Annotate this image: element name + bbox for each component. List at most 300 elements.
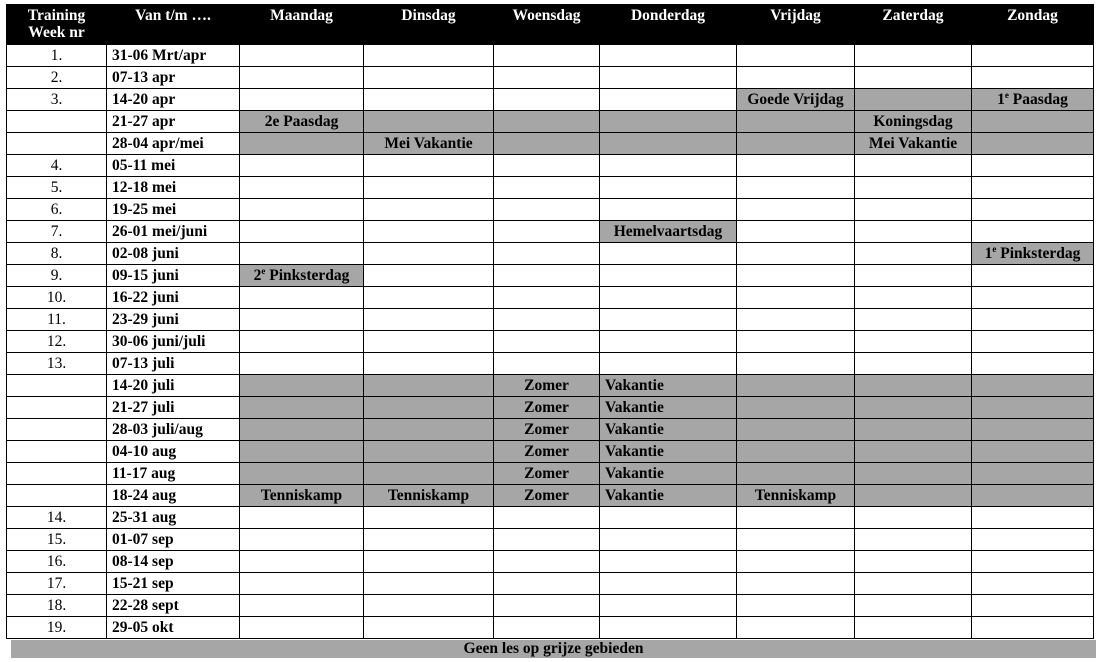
header-label: Maandag [270, 7, 333, 24]
day-cell-saturday [855, 67, 972, 89]
day-cell-monday [240, 67, 364, 89]
week-number-cell: 4. [7, 155, 107, 177]
day-cell-wednesday [494, 485, 600, 507]
day-cell-monday [240, 111, 364, 133]
day-cell-tuesday [364, 551, 494, 573]
day-cell-wednesday [494, 507, 600, 529]
day-cell-monday [240, 221, 364, 243]
day-cell-saturday [855, 133, 972, 155]
day-cell-monday [240, 463, 364, 485]
week-number-cell [7, 441, 107, 463]
table-row [7, 111, 1094, 133]
header-cell-week [7, 4, 107, 45]
day-cell-friday [737, 287, 855, 309]
day-cell-friday [737, 617, 855, 639]
day-cell-wednesday [494, 595, 600, 617]
day-event-label: Vakantie [605, 465, 664, 482]
day-cell-monday [240, 287, 364, 309]
day-cell-wednesday [494, 353, 600, 375]
day-event-label: Zomer [524, 465, 569, 482]
week-number-cell: 6. [7, 199, 107, 221]
schedule-body [7, 45, 1094, 639]
day-cell-saturday [855, 243, 972, 265]
day-cell-wednesday [494, 111, 600, 133]
date-range-cell: 11-17 aug [107, 463, 240, 485]
day-event-label: Tenniskamp [387, 487, 470, 504]
day-cell-thursday [600, 287, 737, 309]
day-event-label: Zomer [524, 443, 569, 460]
day-cell-tuesday [364, 265, 494, 287]
day-cell-tuesday [364, 287, 494, 309]
day-cell-sunday [972, 133, 1094, 155]
day-cell-saturday [855, 507, 972, 529]
day-cell-thursday [600, 397, 737, 419]
day-cell-friday [737, 89, 855, 111]
day-cell-tuesday [364, 617, 494, 639]
day-cell-sunday [972, 67, 1094, 89]
day-cell-friday [737, 199, 855, 221]
day-cell-wednesday [494, 331, 600, 353]
day-event-label: 1 [984, 245, 993, 262]
day-event-label: Vakantie [605, 399, 664, 416]
day-cell-friday [737, 397, 855, 419]
date-range-cell: 22-28 sept [107, 595, 240, 617]
day-cell-friday [737, 551, 855, 573]
table-row [7, 331, 1094, 353]
day-cell-tuesday [364, 353, 494, 375]
day-cell-sunday [972, 595, 1094, 617]
day-event-label: Vakantie [605, 443, 664, 460]
day-cell-thursday [600, 573, 737, 595]
day-cell-sunday [972, 551, 1094, 573]
day-event-label: Zomer [524, 377, 569, 394]
day-cell-saturday [855, 441, 972, 463]
week-number-cell [7, 375, 107, 397]
day-cell-monday [240, 199, 364, 221]
day-cell-thursday [600, 67, 737, 89]
day-cell-sunday [972, 441, 1094, 463]
day-event-label: Pinksterdag [996, 245, 1081, 262]
day-cell-sunday [972, 507, 1094, 529]
day-cell-friday [737, 463, 855, 485]
ordinal-superscript: e [1004, 89, 1009, 100]
week-number-cell: 16. [7, 551, 107, 573]
day-cell-saturday [855, 177, 972, 199]
date-range-cell: 08-14 sep [107, 551, 240, 573]
day-cell-wednesday [494, 551, 600, 573]
day-cell-wednesday [494, 397, 600, 419]
day-cell-wednesday [494, 155, 600, 177]
day-cell-sunday [972, 419, 1094, 441]
day-cell-thursday [600, 243, 737, 265]
day-cell-thursday [600, 89, 737, 111]
day-cell-thursday [600, 221, 737, 243]
day-cell-sunday [972, 397, 1094, 419]
day-cell-friday [737, 595, 855, 617]
ordinal-superscript: e [992, 243, 997, 254]
header-cell-sunday [972, 4, 1094, 45]
day-cell-thursday [600, 265, 737, 287]
day-cell-wednesday [494, 441, 600, 463]
day-cell-thursday [600, 507, 737, 529]
day-event-label: Tenniskamp [754, 487, 837, 504]
day-cell-tuesday [364, 89, 494, 111]
day-cell-sunday [972, 199, 1094, 221]
table-row [7, 221, 1094, 243]
day-event-label: Hemelvaartsdag [613, 223, 723, 240]
date-range-cell: 05-11 mei [107, 155, 240, 177]
week-number-cell: 17. [7, 573, 107, 595]
day-cell-tuesday [364, 309, 494, 331]
day-cell-friday [737, 67, 855, 89]
day-cell-friday [737, 111, 855, 133]
table-row [7, 595, 1094, 617]
day-cell-saturday [855, 111, 972, 133]
day-cell-monday [240, 45, 364, 67]
table-row [7, 419, 1094, 441]
week-number-cell: 15. [7, 529, 107, 551]
day-cell-monday [240, 573, 364, 595]
day-cell-wednesday [494, 221, 600, 243]
day-cell-wednesday [494, 617, 600, 639]
day-cell-tuesday [364, 441, 494, 463]
week-number-cell [7, 419, 107, 441]
day-cell-thursday [600, 177, 737, 199]
day-event-label: 1 [997, 91, 1005, 108]
day-event-label: Pinksterdag [265, 267, 350, 284]
day-cell-wednesday [494, 199, 600, 221]
day-cell-saturday [855, 265, 972, 287]
day-event-label: Koningsdag [873, 113, 953, 130]
day-cell-thursday [600, 111, 737, 133]
table-row [7, 67, 1094, 89]
day-cell-tuesday [364, 177, 494, 199]
day-cell-saturday [855, 353, 972, 375]
day-cell-saturday [855, 573, 972, 595]
legend-note: Geen les op grijze gebieden [11, 640, 1096, 658]
training-schedule-table [6, 4, 1094, 639]
day-cell-monday [240, 595, 364, 617]
day-cell-sunday [972, 463, 1094, 485]
week-number-cell [7, 397, 107, 419]
day-event-label: Tenniskamp [260, 487, 343, 504]
day-cell-wednesday [494, 89, 600, 111]
day-cell-tuesday [364, 155, 494, 177]
date-range-cell: 01-07 sep [107, 529, 240, 551]
week-number-cell: 2. [7, 67, 107, 89]
day-cell-saturday [855, 375, 972, 397]
date-range-cell: 12-18 mei [107, 177, 240, 199]
week-number-cell: 3. [7, 89, 107, 111]
date-range-cell: 29-05 okt [107, 617, 240, 639]
day-cell-friday [737, 155, 855, 177]
day-cell-saturday [855, 485, 972, 507]
day-cell-saturday [855, 45, 972, 67]
table-row [7, 463, 1094, 485]
header-cell-friday [737, 4, 855, 45]
day-cell-thursday [600, 133, 737, 155]
week-number-cell: 10. [7, 287, 107, 309]
day-cell-wednesday [494, 529, 600, 551]
day-cell-friday [737, 375, 855, 397]
day-cell-tuesday [364, 529, 494, 551]
day-cell-friday [737, 573, 855, 595]
day-cell-tuesday [364, 573, 494, 595]
date-range-cell: 28-04 apr/mei [107, 133, 240, 155]
day-event-label: Paasdag [1008, 91, 1068, 108]
day-cell-monday [240, 507, 364, 529]
date-range-cell: 07-13 juli [107, 353, 240, 375]
table-row [7, 89, 1094, 111]
date-range-cell: 26-01 mei/juni [107, 221, 240, 243]
day-cell-thursday [600, 463, 737, 485]
date-range-cell: 14-20 juli [107, 375, 240, 397]
day-event-label: Zomer [524, 487, 569, 504]
day-event-label: Zomer [524, 399, 569, 416]
day-cell-monday [240, 243, 364, 265]
table-row [7, 353, 1094, 375]
day-cell-wednesday [494, 287, 600, 309]
day-cell-sunday [972, 287, 1094, 309]
day-cell-saturday [855, 595, 972, 617]
day-cell-sunday [972, 529, 1094, 551]
day-cell-sunday [972, 353, 1094, 375]
day-cell-sunday [972, 221, 1094, 243]
table-row [7, 133, 1094, 155]
day-cell-tuesday [364, 243, 494, 265]
day-cell-friday [737, 441, 855, 463]
day-cell-wednesday [494, 375, 600, 397]
day-cell-friday [737, 133, 855, 155]
day-cell-friday [737, 419, 855, 441]
header-label: Zondag [1007, 7, 1058, 24]
date-range-cell: 04-10 aug [107, 441, 240, 463]
day-cell-friday [737, 353, 855, 375]
day-cell-wednesday [494, 67, 600, 89]
day-cell-thursday [600, 45, 737, 67]
day-cell-monday [240, 551, 364, 573]
header-row [7, 4, 1094, 45]
week-number-cell: 12. [7, 331, 107, 353]
day-cell-sunday [972, 111, 1094, 133]
day-cell-saturday [855, 529, 972, 551]
table-row [7, 397, 1094, 419]
table-row [7, 573, 1094, 595]
date-range-cell: 21-27 juli [107, 397, 240, 419]
day-cell-friday [737, 309, 855, 331]
date-range-cell: 02-08 juni [107, 243, 240, 265]
date-range-cell: 07-13 apr [107, 67, 240, 89]
day-cell-sunday [972, 155, 1094, 177]
day-cell-saturday [855, 89, 972, 111]
week-number-cell: 9. [7, 265, 107, 287]
header-cell-monday [240, 4, 364, 45]
date-range-cell: 31-06 Mrt/apr [107, 45, 240, 67]
day-event-label: Zomer [524, 421, 569, 438]
table-row [7, 309, 1094, 331]
day-cell-monday [240, 375, 364, 397]
day-cell-thursday [600, 309, 737, 331]
week-number-cell [7, 463, 107, 485]
date-range-cell: 23-29 juni [107, 309, 240, 331]
day-cell-sunday [972, 89, 1094, 111]
table-row [7, 529, 1094, 551]
date-range-cell: 21-27 apr [107, 111, 240, 133]
day-event-label: Goede Vrijdag [747, 91, 844, 108]
day-cell-tuesday [364, 133, 494, 155]
date-range-cell: 19-25 mei [107, 199, 240, 221]
day-cell-thursday [600, 419, 737, 441]
table-row [7, 265, 1094, 287]
day-cell-friday [737, 243, 855, 265]
day-cell-monday [240, 419, 364, 441]
day-event-label: 2 [253, 267, 262, 284]
table-row [7, 375, 1094, 397]
header-cell-wednesday [494, 4, 600, 45]
date-range-cell: 25-31 aug [107, 507, 240, 529]
day-event-label: Vakantie [605, 377, 664, 394]
table-row [7, 199, 1094, 221]
day-cell-tuesday [364, 331, 494, 353]
day-cell-wednesday [494, 309, 600, 331]
day-cell-monday [240, 331, 364, 353]
header-label: Donderdag [630, 7, 706, 24]
header-label: Zaterdag [882, 7, 944, 24]
header-label: Dinsdag [401, 7, 456, 24]
day-cell-wednesday [494, 463, 600, 485]
week-number-cell: 14. [7, 507, 107, 529]
ordinal-superscript: e [261, 265, 266, 276]
day-cell-friday [737, 177, 855, 199]
week-number-cell: 18. [7, 595, 107, 617]
week-number-cell: 5. [7, 177, 107, 199]
day-cell-friday [737, 45, 855, 67]
day-cell-saturday [855, 551, 972, 573]
day-cell-saturday [855, 199, 972, 221]
week-number-cell: 11. [7, 309, 107, 331]
day-cell-tuesday [364, 485, 494, 507]
date-range-cell: 14-20 apr [107, 89, 240, 111]
day-cell-sunday [972, 617, 1094, 639]
day-event-label: Mei Vakantie [384, 135, 473, 152]
header-cell-tuesday [364, 4, 494, 45]
day-cell-friday [737, 221, 855, 243]
day-cell-tuesday [364, 375, 494, 397]
table-row [7, 551, 1094, 573]
day-cell-thursday [600, 595, 737, 617]
date-range-cell: 16-22 juni [107, 287, 240, 309]
table-row [7, 155, 1094, 177]
day-cell-thursday [600, 155, 737, 177]
day-cell-tuesday [364, 397, 494, 419]
table-row [7, 45, 1094, 67]
day-cell-saturday [855, 419, 972, 441]
day-cell-tuesday [364, 199, 494, 221]
day-cell-saturday [855, 221, 972, 243]
date-range-cell: 28-03 juli/aug [107, 419, 240, 441]
day-cell-monday [240, 309, 364, 331]
day-cell-saturday [855, 309, 972, 331]
day-cell-wednesday [494, 243, 600, 265]
date-range-cell: 15-21 sep [107, 573, 240, 595]
day-cell-friday [737, 485, 855, 507]
day-cell-sunday [972, 243, 1094, 265]
day-cell-thursday [600, 199, 737, 221]
day-cell-tuesday [364, 67, 494, 89]
day-cell-tuesday [364, 595, 494, 617]
day-cell-saturday [855, 331, 972, 353]
week-number-cell [7, 133, 107, 155]
week-number-cell [7, 111, 107, 133]
day-cell-monday [240, 485, 364, 507]
day-event-label: 2e Paasdag [264, 113, 339, 130]
header-label: Woensdag [512, 7, 581, 24]
day-cell-thursday [600, 375, 737, 397]
day-cell-friday [737, 265, 855, 287]
day-cell-monday [240, 397, 364, 419]
day-cell-sunday [972, 573, 1094, 595]
day-cell-wednesday [494, 133, 600, 155]
day-cell-sunday [972, 375, 1094, 397]
week-number-cell: 8. [7, 243, 107, 265]
day-cell-saturday [855, 155, 972, 177]
day-cell-tuesday [364, 419, 494, 441]
day-cell-monday [240, 353, 364, 375]
day-cell-friday [737, 529, 855, 551]
date-range-cell: 30-06 juni/juli [107, 331, 240, 353]
day-cell-saturday [855, 463, 972, 485]
week-number-cell [7, 485, 107, 507]
table-row [7, 617, 1094, 639]
day-cell-monday [240, 177, 364, 199]
day-cell-tuesday [364, 45, 494, 67]
header-label: Training Week nr [27, 7, 86, 41]
week-number-cell: 13. [7, 353, 107, 375]
day-cell-thursday [600, 485, 737, 507]
day-cell-sunday [972, 309, 1094, 331]
table-row [7, 507, 1094, 529]
day-cell-monday [240, 617, 364, 639]
table-row [7, 243, 1094, 265]
header-label: Vrijdag [770, 7, 821, 24]
day-cell-wednesday [494, 177, 600, 199]
day-cell-saturday [855, 287, 972, 309]
day-cell-saturday [855, 397, 972, 419]
table-row [7, 287, 1094, 309]
day-event-label: Mei Vakantie [868, 135, 958, 152]
day-cell-thursday [600, 353, 737, 375]
day-cell-sunday [972, 45, 1094, 67]
day-cell-friday [737, 331, 855, 353]
day-cell-monday [240, 133, 364, 155]
day-cell-sunday [972, 177, 1094, 199]
table-row [7, 485, 1094, 507]
table-row [7, 177, 1094, 199]
day-cell-sunday [972, 485, 1094, 507]
day-event-label: Vakantie [605, 487, 664, 504]
day-cell-monday [240, 265, 364, 287]
week-number-cell: 7. [7, 221, 107, 243]
day-cell-tuesday [364, 221, 494, 243]
day-cell-saturday [855, 617, 972, 639]
header-cell-saturday [855, 4, 972, 45]
day-cell-tuesday [364, 111, 494, 133]
day-event-label: Vakantie [605, 421, 664, 438]
day-cell-thursday [600, 331, 737, 353]
day-cell-thursday [600, 551, 737, 573]
day-cell-thursday [600, 617, 737, 639]
date-range-cell: 09-15 juni [107, 265, 240, 287]
